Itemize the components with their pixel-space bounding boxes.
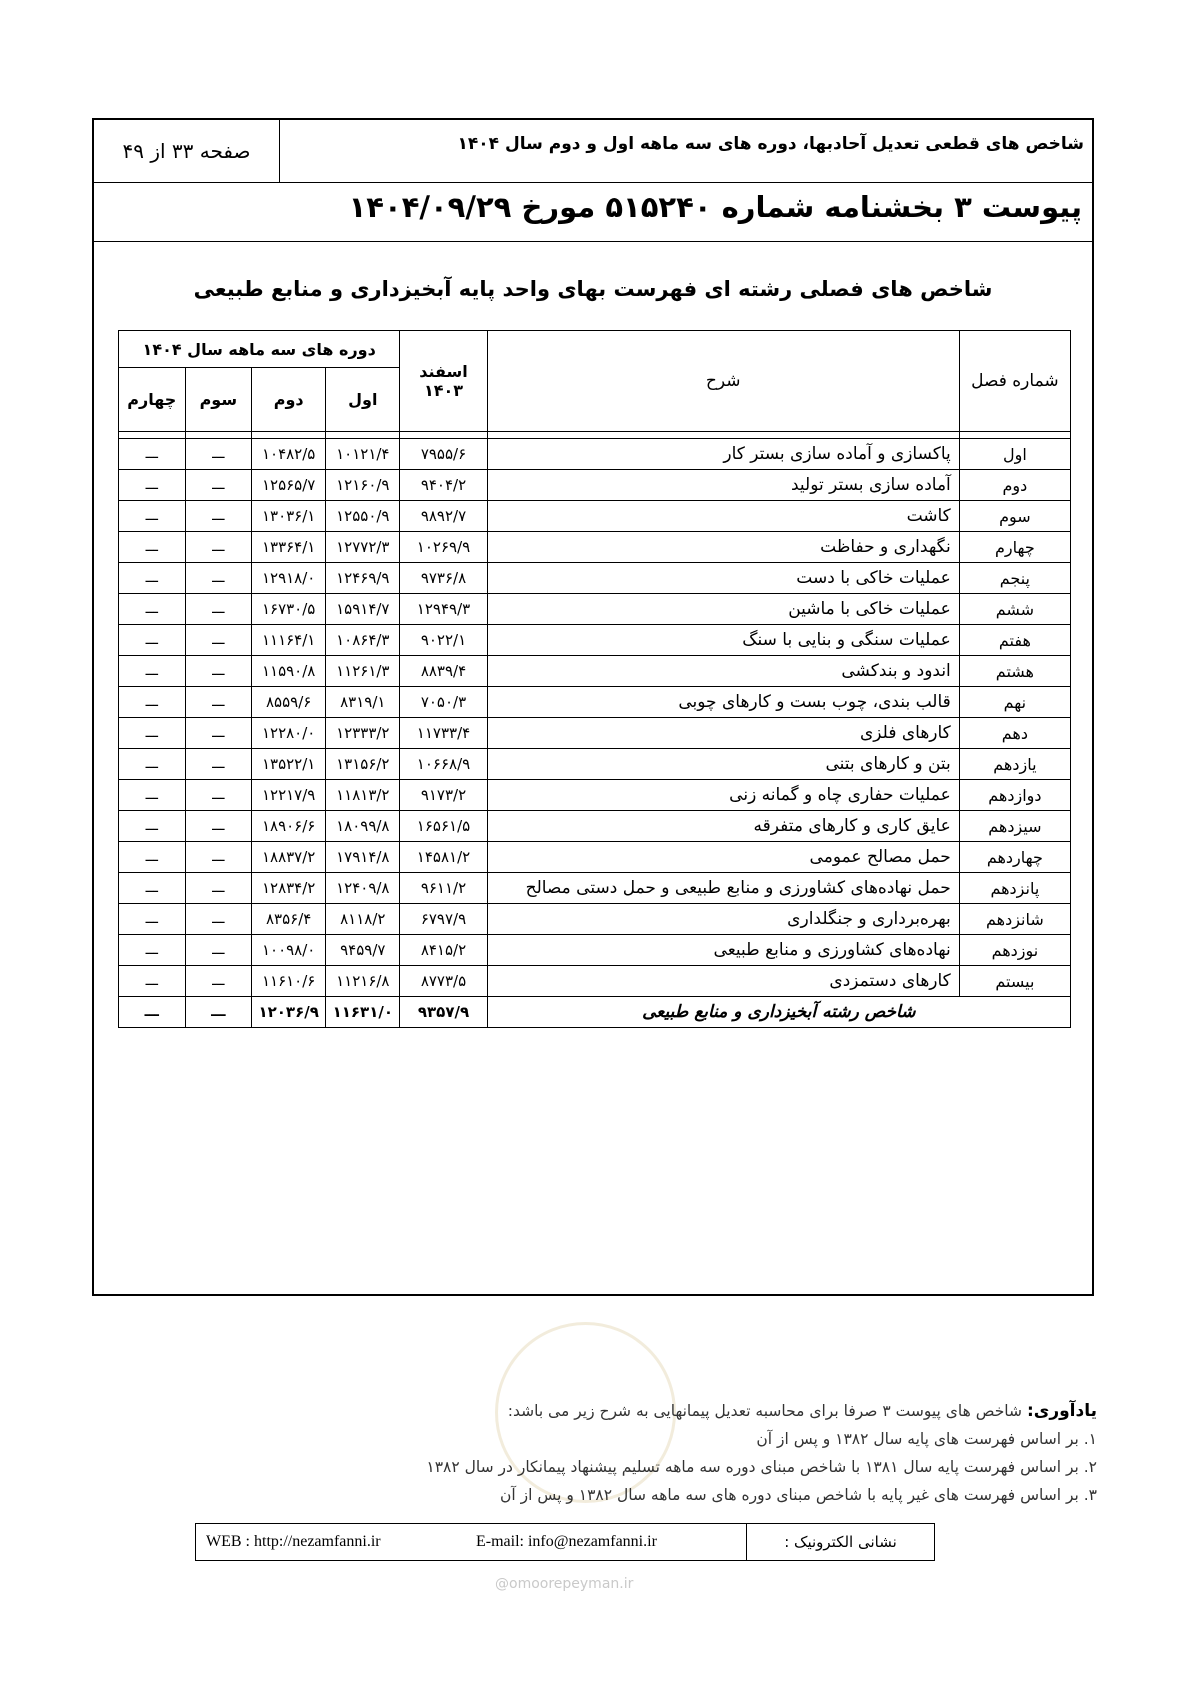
cell-q3: ـــ — [185, 811, 252, 842]
cell-esfand: ۱۴۵۸۱/۲ — [400, 842, 487, 873]
cell-q4: ـــ — [119, 873, 186, 904]
watermark-text: @omoorepeyman.ir — [495, 1576, 634, 1592]
cell-q4: ـــ — [119, 625, 186, 656]
cell-q1: ۱۲۴۶۹/۹ — [326, 563, 400, 594]
table-row — [119, 563, 1071, 594]
email-link[interactable]: E-mail: info@nezamfanni.ir — [476, 1533, 657, 1550]
cell-chapter: ششم — [959, 594, 1070, 625]
cell-q4: ـــ — [119, 563, 186, 594]
header-spacer-row — [119, 432, 1071, 439]
cell-q2: ۱۰۴۸۲/۵ — [252, 439, 326, 470]
cell-esfand: ۱۲۹۴۹/۳ — [400, 594, 487, 625]
table-row — [119, 718, 1071, 749]
table-row — [119, 470, 1071, 501]
website-link[interactable]: WEB : http://nezamfanni.ir — [206, 1533, 381, 1550]
cell-esfand: ۹۶۱۱/۲ — [400, 873, 487, 904]
cell-q2: ۱۱۵۹۰/۸ — [252, 656, 326, 687]
cell-q4: ـــ — [119, 594, 186, 625]
cell-chapter: بیستم — [959, 966, 1070, 997]
cell-q3: ـــ — [185, 873, 252, 904]
cell-q4: ـــ — [119, 780, 186, 811]
total-q3: ـــ — [185, 997, 252, 1028]
header-chapter: شماره فصل — [959, 331, 1070, 432]
cell-chapter: سیزدهم — [959, 811, 1070, 842]
index-table — [118, 330, 1071, 1028]
cell-q3: ـــ — [185, 625, 252, 656]
header-q1: اول — [326, 368, 400, 432]
header-q2: دوم — [252, 368, 326, 432]
cell-q1: ۱۲۷۷۲/۳ — [326, 532, 400, 563]
total-row — [119, 997, 1071, 1028]
total-q4: ـــ — [119, 997, 186, 1028]
cell-q3: ـــ — [185, 594, 252, 625]
cell-desc: حمل مصالح عمومی — [487, 842, 959, 873]
cell-q3: ـــ — [185, 656, 252, 687]
header-esfand — [400, 331, 487, 432]
cell-q4: ـــ — [119, 749, 186, 780]
cell-q3: ـــ — [185, 780, 252, 811]
cell-desc: نگهداری و حفاظت — [487, 532, 959, 563]
cell-esfand: ۸۴۱۵/۲ — [400, 935, 487, 966]
header-desc: شرح — [487, 331, 959, 432]
cell-chapter: دوازدهم — [959, 780, 1070, 811]
cell-q1: ۱۸۰۹۹/۸ — [326, 811, 400, 842]
cell-chapter: چهاردهم — [959, 842, 1070, 873]
cell-q2: ۱۲۹۱۸/۰ — [252, 563, 326, 594]
cell-q2: ۱۲۵۶۵/۷ — [252, 470, 326, 501]
cell-chapter: چهارم — [959, 532, 1070, 563]
cell-q4: ـــ — [119, 842, 186, 873]
cell-q2: ۱۱۶۱۰/۶ — [252, 966, 326, 997]
cell-esfand: ۹۸۹۲/۷ — [400, 501, 487, 532]
cell-q1: ۸۱۱۸/۲ — [326, 904, 400, 935]
cell-chapter: سوم — [959, 501, 1070, 532]
cell-q3: ـــ — [185, 904, 252, 935]
cell-esfand: ۹۴۰۴/۲ — [400, 470, 487, 501]
contact-box — [195, 1523, 935, 1561]
cell-desc: اندود و بندکشی — [487, 656, 959, 687]
cell-esfand: ۹۱۷۳/۲ — [400, 780, 487, 811]
cell-q3: ـــ — [185, 842, 252, 873]
cell-desc: پاکسازی و آماده سازی بستر کار — [487, 439, 959, 470]
cell-q1: ۱۲۵۵۰/۹ — [326, 501, 400, 532]
page-number: صفحه ۳۳ از ۴۹ — [94, 120, 280, 182]
table-row — [119, 439, 1071, 470]
cell-chapter: اول — [959, 439, 1070, 470]
header-q3: سوم — [185, 368, 252, 432]
total-label: شاخص رشته آبخیزداری و منابع طبیعی — [487, 997, 1070, 1028]
table-row — [119, 594, 1071, 625]
header-q4: چهارم — [119, 368, 186, 432]
cell-q3: ـــ — [185, 439, 252, 470]
contact-label: نشانی الکترونیک : — [746, 1524, 934, 1560]
cell-chapter: یازدهم — [959, 749, 1070, 780]
cell-desc: عایق کاری و کارهای متفرقه — [487, 811, 959, 842]
cell-chapter: هشتم — [959, 656, 1070, 687]
cell-q2: ۱۸۹۰۶/۶ — [252, 811, 326, 842]
cell-q3: ـــ — [185, 718, 252, 749]
cell-desc: کارهای فلزی — [487, 718, 959, 749]
cell-chapter: شانزدهم — [959, 904, 1070, 935]
cell-q2: ۱۲۲۱۷/۹ — [252, 780, 326, 811]
cell-esfand: ۹۷۳۶/۸ — [400, 563, 487, 594]
note-item-1: ۱. بر اساس فهرست های پایه سال ۱۳۸۲ و پس از آن — [756, 1430, 1097, 1448]
cell-q3: ـــ — [185, 935, 252, 966]
cell-q2: ۱۲۸۳۴/۲ — [252, 873, 326, 904]
cell-esfand: ۱۶۵۶۱/۵ — [400, 811, 487, 842]
cell-q3: ـــ — [185, 501, 252, 532]
table-row — [119, 780, 1071, 811]
cell-q3: ـــ — [185, 966, 252, 997]
cell-q3: ـــ — [185, 749, 252, 780]
cell-q1: ۸۳۱۹/۱ — [326, 687, 400, 718]
cell-chapter: نهم — [959, 687, 1070, 718]
cell-chapter: پانزدهم — [959, 873, 1070, 904]
total-esfand: ۹۳۵۷/۹ — [400, 997, 487, 1028]
cell-q1: ۹۴۵۹/۷ — [326, 935, 400, 966]
cell-q2: ۸۵۵۹/۶ — [252, 687, 326, 718]
cell-q3: ـــ — [185, 532, 252, 563]
cell-desc: بهره‌برداری و جنگلداری — [487, 904, 959, 935]
notes-intro: شاخص های پیوست ۳ صرفا برای محاسبه تعدیل پیمانهایی به شرح زیر می باشد: — [507, 1402, 1022, 1420]
table-row — [119, 625, 1071, 656]
cell-esfand: ۷۰۵۰/۳ — [400, 687, 487, 718]
cell-q3: ـــ — [185, 687, 252, 718]
cell-chapter: دهم — [959, 718, 1070, 749]
cell-q1: ۱۱۲۱۶/۸ — [326, 966, 400, 997]
table-row — [119, 501, 1071, 532]
note-item-2: ۲. بر اساس فهرست پایه سال ۱۳۸۱ با شاخص مبنای دوره سه ماهه تسلیم پیشنهاد پیمانکار در سال ۱۳۸۲ — [426, 1458, 1097, 1476]
cell-esfand: ۹۰۲۲/۱ — [400, 625, 487, 656]
cell-q4: ـــ — [119, 718, 186, 749]
cell-q4: ـــ — [119, 687, 186, 718]
document-title: شاخص های قطعی تعدیل آحادبها، دوره های سه ماهه اول و دوم سال ۱۴۰۴ — [457, 134, 1084, 154]
table-row — [119, 749, 1071, 780]
cell-desc: نهاده‌های کشاورزی و منابع طبیعی — [487, 935, 959, 966]
cell-desc: عملیات حفاری چاه و گمانه زنی — [487, 780, 959, 811]
cell-q4: ـــ — [119, 811, 186, 842]
cell-q1: ۱۵۹۱۴/۷ — [326, 594, 400, 625]
cell-q2: ۸۳۵۶/۴ — [252, 904, 326, 935]
cell-chapter: پنجم — [959, 563, 1070, 594]
cell-q2: ۱۲۲۸۰/۰ — [252, 718, 326, 749]
cell-esfand: ۶۷۹۷/۹ — [400, 904, 487, 935]
table-row — [119, 966, 1071, 997]
cell-q4: ـــ — [119, 439, 186, 470]
cell-q4: ـــ — [119, 904, 186, 935]
cell-esfand: ۸۷۷۳/۵ — [400, 966, 487, 997]
header-quarters-group: دوره های سه ماهه سال ۱۴۰۴ — [119, 331, 400, 368]
cell-q1: ۱۲۴۰۹/۸ — [326, 873, 400, 904]
cell-q2: ۱۸۸۳۷/۲ — [252, 842, 326, 873]
cell-desc: عملیات خاکی با ماشین — [487, 594, 959, 625]
notes-first-line — [426, 1397, 1097, 1425]
cell-q2: ۱۰۰۹۸/۰ — [252, 935, 326, 966]
cell-desc: کارهای دستمزدی — [487, 966, 959, 997]
cell-desc: بتن و کارهای بتنی — [487, 749, 959, 780]
cell-q1: ۱۲۱۶۰/۹ — [326, 470, 400, 501]
table-row — [119, 904, 1071, 935]
total-q1: ۱۱۶۳۱/۰ — [326, 997, 400, 1028]
table-row — [119, 842, 1071, 873]
table-row — [119, 811, 1071, 842]
cell-chapter: نوزدهم — [959, 935, 1070, 966]
table-row — [119, 532, 1071, 563]
cell-q2: ۱۱۱۶۴/۱ — [252, 625, 326, 656]
cell-q1: ۱۳۱۵۶/۲ — [326, 749, 400, 780]
cell-desc: عملیات سنگی و بنایی با سنگ — [487, 625, 959, 656]
cell-esfand: ۸۸۳۹/۴ — [400, 656, 487, 687]
cell-q1: ۱۰۸۶۴/۳ — [326, 625, 400, 656]
appendix-row — [94, 182, 1092, 242]
cell-q4: ـــ — [119, 501, 186, 532]
table-row — [119, 687, 1071, 718]
cell-desc: حمل نهاده‌های کشاورزی و منابع طبیعی و حمل دستی مصالح — [487, 873, 959, 904]
cell-desc: آماده سازی بستر تولید — [487, 470, 959, 501]
note-item-3: ۳. بر اساس فهرست های غیر پایه با شاخص مبنای دوره های سه ماهه سال ۱۳۸۲ و پس از آن — [500, 1486, 1097, 1504]
cell-desc: قالب بندی، چوب بست و کارهای چوبی — [487, 687, 959, 718]
cell-q1: ۱۲۳۳۳/۲ — [326, 718, 400, 749]
header-esfand-year: ۱۴۰۳ — [423, 381, 464, 400]
notes-label: یادآوری: — [1026, 1401, 1097, 1421]
cell-q2: ۱۶۷۳۰/۵ — [252, 594, 326, 625]
table-row — [119, 873, 1071, 904]
document-frame — [92, 118, 1094, 1296]
cell-desc: کاشت — [487, 501, 959, 532]
cell-esfand: ۱۰۶۶۸/۹ — [400, 749, 487, 780]
cell-q4: ـــ — [119, 966, 186, 997]
appendix-title: پیوست ۳ بخشنامه شماره ۵۱۵۲۴۰ مورخ ۱۴۰۴/۰۹/۲۹ — [348, 190, 1082, 224]
header-row — [94, 120, 1092, 183]
cell-q1: ۱۱۸۱۳/۲ — [326, 780, 400, 811]
cell-esfand: ۱۰۲۶۹/۹ — [400, 532, 487, 563]
section-title: شاخص های فصلی رشته ای فهرست بهای واحد پایه آبخیزداری و منابع طبیعی — [193, 277, 993, 301]
cell-q4: ـــ — [119, 656, 186, 687]
total-q2: ۱۲۰۳۶/۹ — [252, 997, 326, 1028]
table-row — [119, 656, 1071, 687]
cell-q1: ۱۰۱۲۱/۴ — [326, 439, 400, 470]
cell-q3: ـــ — [185, 563, 252, 594]
cell-esfand: ۷۹۵۵/۶ — [400, 439, 487, 470]
cell-q3: ـــ — [185, 470, 252, 501]
table-body — [119, 432, 1071, 1028]
cell-q4: ـــ — [119, 470, 186, 501]
cell-q1: ۱۷۹۱۴/۸ — [326, 842, 400, 873]
cell-q2: ۱۳۰۳۶/۱ — [252, 501, 326, 532]
notes-block — [426, 1397, 1097, 1509]
cell-chapter: دوم — [959, 470, 1070, 501]
cell-q1: ۱۱۲۶۱/۳ — [326, 656, 400, 687]
cell-q4: ـــ — [119, 532, 186, 563]
header-esfand-label: اسفند — [419, 362, 468, 381]
cell-q2: ۱۳۵۲۲/۱ — [252, 749, 326, 780]
cell-q4: ـــ — [119, 935, 186, 966]
table-row — [119, 935, 1071, 966]
cell-q2: ۱۳۳۶۴/۱ — [252, 532, 326, 563]
cell-desc: عملیات خاکی با دست — [487, 563, 959, 594]
cell-esfand: ۱۱۷۳۳/۴ — [400, 718, 487, 749]
cell-chapter: هفتم — [959, 625, 1070, 656]
